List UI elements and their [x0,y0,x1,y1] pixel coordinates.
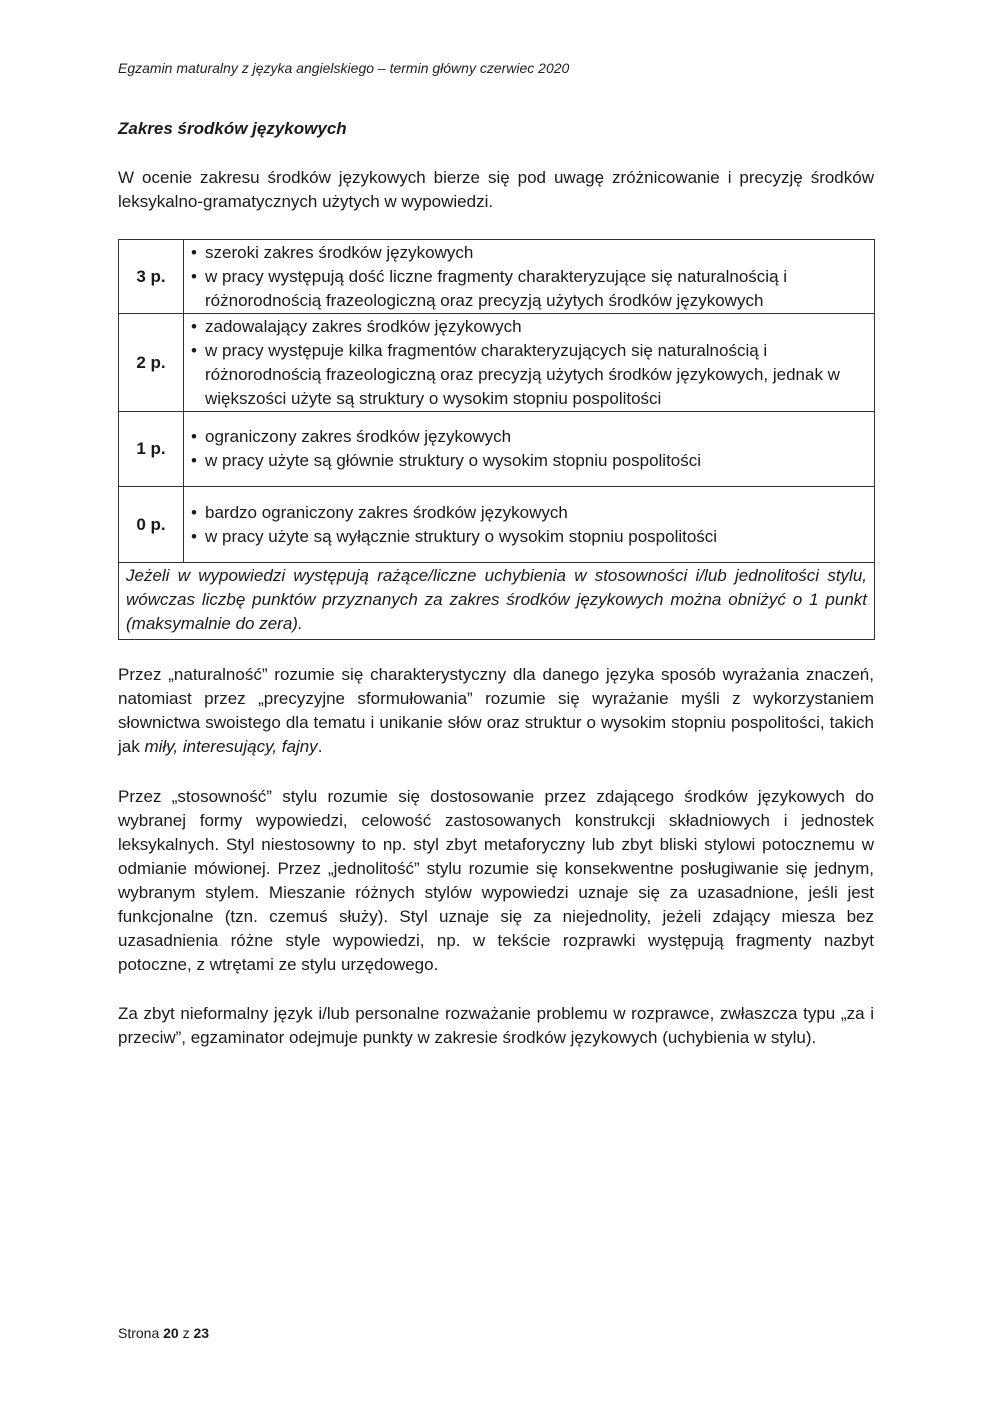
criterion-item: • zadowalający zakres środków językowych [191,315,868,339]
table-note-row [119,563,875,640]
section-title: Zakres środków językowych [118,119,347,138]
score-row-0 [119,487,875,563]
style-paragraph: Przez „stosowność” stylu rozumie się dostosowanie przez zdającego środków językowych do wybranej formy wypowiedzi, celowość zastosowanych konstrukcji składniowych i jednostek leksykalnych. Styl niestosowny to np. styl zbyt metaforyczny lub zbyt bliski stylowi potocznemu w odmianie mówionej. Przez „jednolitość” stylu rozumie się konsekwentne posługiwanie się jednym, wybranym stylem. Mieszanie różnych stylów wypowiedzi uznaje się za uzasadnione, jeśli jest funkcjonalne (tzn. czemuś służy). Styl uznaje się za niejednolity, jeżeli zdający miesza bez uzasadnienia różne style wypowiedzi, np. w tekście rozprawki występują fragmenty nazbyt potoczne, z wtrętami ze stylu urzędowego. [118,787,874,974]
bullet-icon: • [191,526,197,546]
naturalness-paragraph: Przez „naturalność” rozumie się charakterystyczny dla danego języka sposób wyrażania znaczeń, natomiast przez „precyzyjne sformułowania” rozumie się wyrażanie myśli z wykorzystaniem słownictwa swoistego dla tematu i unikanie słów oraz struktur o wysokim stopniu pospolitości, takich jak miły, interesujący, fajny. [118,665,874,756]
bullet-icon: • [191,316,197,336]
page-footer [118,1325,209,1341]
footer-label: Strona [118,1325,160,1341]
description-cell [184,412,875,487]
description-cell [184,314,875,412]
table-note: Jeżeli w wypowiedzi występują rażące/liczne uchybienia w stosowności i/lub jednolitości stylu, wówczas liczbę punktów przyznanych za zakres środków językowych można obniżyć o 1 punkt (maksymalnie do zera). [119,563,875,640]
bullet-icon: • [191,242,197,262]
footer-separator: z [182,1325,190,1341]
current-page-number: 20 [163,1325,179,1341]
score-row-1 [119,412,875,487]
score-row-2 [119,314,875,412]
informal-language-paragraph: Za zbyt nieformalny język i/lub personalne rozważanie problemu w rozprawce, zwłaszcza typu „za i przeciw”, egzaminator odejmuje punkty w zakresie środków językowych (uchybienia w stylu). [118,1004,874,1047]
criterion-item: • szeroki zakres środków językowych [191,241,868,265]
scoring-table [118,239,875,640]
description-cell [184,487,875,563]
criterion-item: • w pracy użyte są głównie struktury o wysokim stopniu pospolitości [191,449,868,473]
description-cell [184,240,875,314]
criterion-item: • ograniczony zakres środków językowych [191,425,868,449]
criterion-item: • bardzo ograniczony zakres środków językowych [191,501,868,525]
criterion-item: • w pracy występują dość liczne fragmenty charakteryzujące się naturalnością i różnorodnością frazeologiczną oraz precyzją użytych środków językowych [191,266,788,310]
total-pages-number: 23 [193,1325,210,1341]
score-cell: 3 p. [119,240,184,314]
score-cell: 2 p. [119,314,184,412]
score-cell: 0 p. [119,487,184,563]
score-cell: 1 p. [119,412,184,487]
bullet-icon: • [191,502,197,522]
criterion-item: • w pracy użyte są wyłącznie struktury o wysokim stopniu pospolitości [191,525,868,549]
bullet-icon: • [191,266,197,286]
bullet-icon: • [191,427,197,446]
bullet-icon: • [191,451,197,470]
bullet-icon: • [191,340,197,360]
criterion-item: • w pracy występuje kilka fragmentów charakteryzujących się naturalnością i różnorodnością frazeologiczną oraz precyzją użytych środków językowych, jednak w większości użyte są struktury o wysokim stopniu pospolitości [191,340,840,408]
page-header: Egzamin maturalny z języka angielskiego – termin główny czerwiec 2020 [118,60,570,76]
intro-paragraph: W ocenie zakresu środków językowych bierze się pod uwagę zróżnicowanie i precyzję środków leksykalno-gramatycznych użytych w wypowiedzi. [118,168,874,211]
examples-italic: miły, interesujący, fajny [144,737,318,756]
score-row-3 [119,240,875,314]
